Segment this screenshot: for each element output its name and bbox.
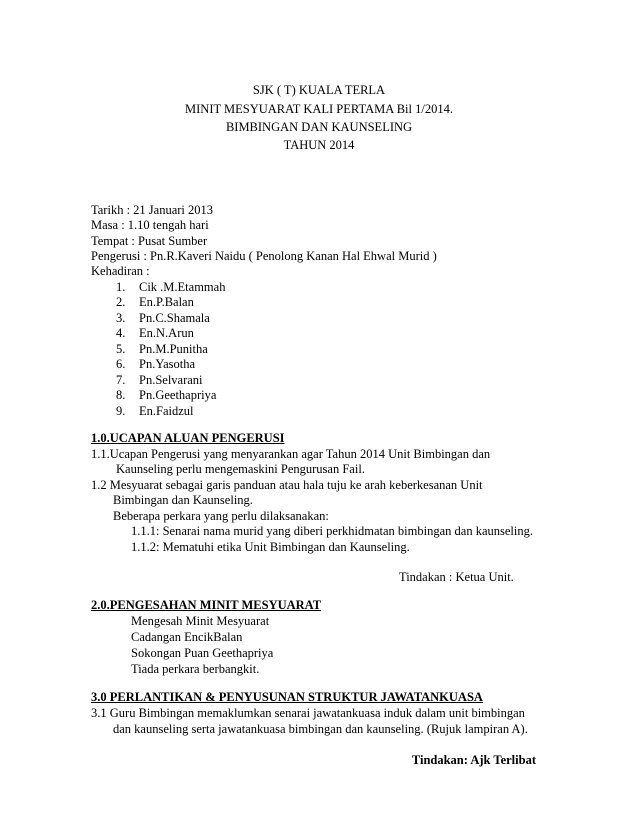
section2-line-3: Sokongan Puan Geethapriya [131,646,274,660]
section2-heading: 2.0.PENGESAHAN MINIT MESYUARAT [91,598,322,612]
section1-para-1-1: 1.1.Ucapan Pengerusi yang menyarankan agar Tahun 2014 Unit Bimbingan dan [91,447,491,461]
attendance-label: Kehadiran : [91,264,150,278]
attendee-item: 9. En.Faidzul [116,404,194,418]
meeting-date: Tarikh : 21 Januari 2013 [91,203,214,217]
section3-para-3-1: 3.1 Guru Bimbingan memaklumkan senarai jawatankuasa induk dalam unit bimbingan [91,706,525,720]
section3-heading: 3.0 PERLANTIKAN & PENYUSUNAN STRUKTUR JAWATANKUASA [91,690,483,704]
section1-para-1-2-cont: Bimbingan dan Kaunseling. [113,493,253,507]
section1-para-1-2: 1.2 Mesyuarat sebagai garis panduan atau hala tuju ke arah keberkesanan Unit [91,478,483,492]
section1-heading: 1.0.UCAPAN ALUAN PENGERUSI [91,431,285,445]
minutes-title: MINIT MESYUARAT KALI PERTAMA Bil 1/2014. [185,102,453,116]
meeting-venue: Tempat : Pusat Sumber [91,234,208,248]
attendee-item: 1. Cik .M.Etammah [116,280,226,294]
section3-para-3-1-cont: dan kaunseling serta jawatankuasa bimbingan dan kaunseling. (Rujuk lampiran A). [113,722,528,736]
section2-line-2: Cadangan EncikBalan [131,630,243,644]
year-title: TAHUN 2014 [283,138,355,152]
section1-para-1-2-intro: Beberapa perkara yang perlu dilaksanakan: [113,509,329,523]
meeting-time: Masa : 1.10 tengah hari [91,218,209,232]
school-name: SJK ( T) KUALA TERLA [252,83,386,97]
section1-item-1-1-2: 1.1.2: Mematuhi etika Unit Bimbingan dan Kaunseling. [131,540,410,554]
section2-line-1: Mengesah Minit Mesyuarat [131,614,270,628]
attendee-item: 8. Pn.Geethapriya [116,388,217,402]
section2-line-4: Tiada perkara berbangkit. [131,662,260,676]
attendee-item: 2. En.P.Balan [116,295,194,309]
section1-item-1-1-1: 1.1.1: Senarai nama murid yang diberi perkhidmatan bimbingan dan kaunseling. [131,524,533,538]
section3-action: Tindakan: Ajk Terlibat [411,753,536,767]
section1-para-1-1-cont: Kaunseling perlu mengemaskini Pengurusan Fail. [116,462,365,476]
attendee-item: 4. En.N.Arun [116,326,194,340]
meeting-chair: Pengerusi : Pn.R.Kaveri Naidu ( Penolong Kanan Hal Ehwal Murid ) [91,249,437,263]
attendee-item: 6. Pn.Yasotha [116,357,196,371]
attendee-item: 7. Pn.Selvarani [116,373,203,387]
attendee-item: 5. Pn.M.Punitha [116,342,208,356]
attendee-item: 3. Pn.C.Shamala [116,311,210,325]
unit-title: BIMBINGAN DAN KAUNSELING [225,120,413,134]
section1-action: Tindakan : Ketua Unit. [399,570,514,584]
